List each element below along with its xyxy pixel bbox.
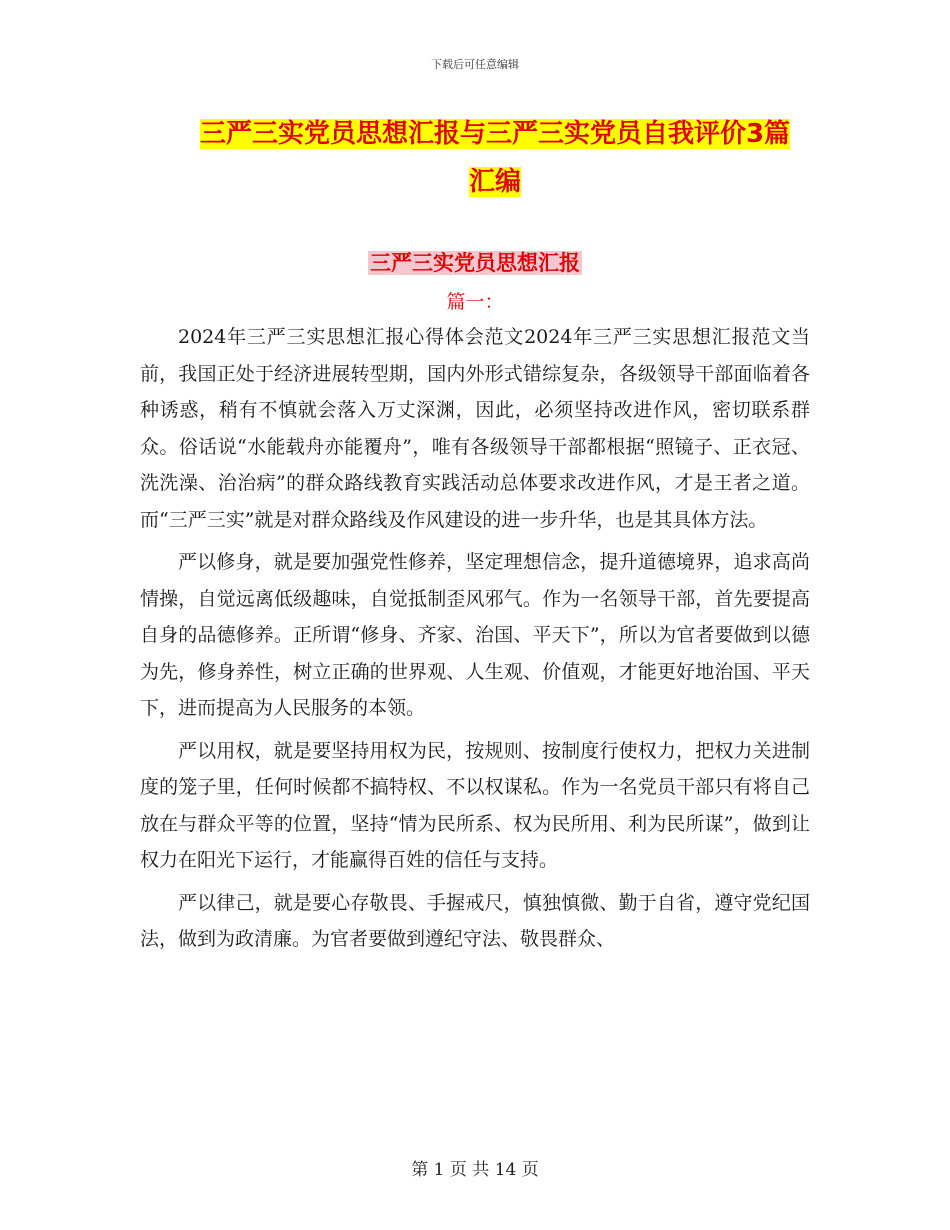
paragraph: 严以修身，就是要加强党性修养，坚定理想信念，提升道德境界，追求高尚情操，自觉远离低级趣味，自觉抵制歪风邪气。作为一名领导干部，首先要提高自身的品德修养。正所谓“修身、齐家、治国、平天下”，所以为官者要做到以德为先，修身养性，树立正确的世界观、人生观、价值观，才能更好地治国、平天下，进而提高为人民服务的本领。 <box>140 551 810 719</box>
document-title <box>150 110 840 206</box>
header-note: 下载后可任意编辑 <box>431 58 519 71</box>
page-footer: 第 1 页 共 14 页 <box>411 1160 539 1180</box>
document-title-line1: 三严三实党员思想汇报与三严三实党员自我评价3篇 <box>199 119 791 149</box>
paragraph: 严以用权，就是要坚持用权为民，按规则、按制度行使权力，把权力关进制度的笼子里，任何时候都不搞特权、不以权谋私。作为一名党员干部只有将自己放在与群众平等的位置，坚持“情为民所系、权为民所用、利为民所谋”，做到让权力在阳光下运行，才能赢得百姓的信任与支持。 <box>140 739 810 871</box>
body-text <box>140 319 810 964</box>
document-title-line2: 汇编 <box>468 167 521 197</box>
section-title <box>0 248 950 278</box>
paragraph: 2024年三严三实思想汇报心得体会范文2024年三严三实思想汇报范文当前，我国正处于经济进展转型期，国内外形式错综复杂，各级领导干部面临着各种诱惑，稍有不慎就会落入万丈深渊，因此，必须坚持改进作风，密切联系群众。俗话说“水能载舟亦能覆舟”，唯有各级领导干部都根据“照镜子、正衣冠、洗洗澡、治治病”的群众路线教育实践活动总体要求改进作风，才是王者之道。而“三严三实”就是对群众路线及作风建设的进一步升华，也是其具体方法。 <box>140 326 810 531</box>
chapter-label: 篇一： <box>446 291 504 313</box>
paragraph: 严以律己，就是要心存敬畏、手握戒尺，慎独慎微、勤于自省，遵守党纪国法，做到为政清廉。为官者要做到遵纪守法、敬畏群众、 <box>140 891 810 950</box>
section-title-text: 三严三实党员思想汇报 <box>370 251 580 275</box>
